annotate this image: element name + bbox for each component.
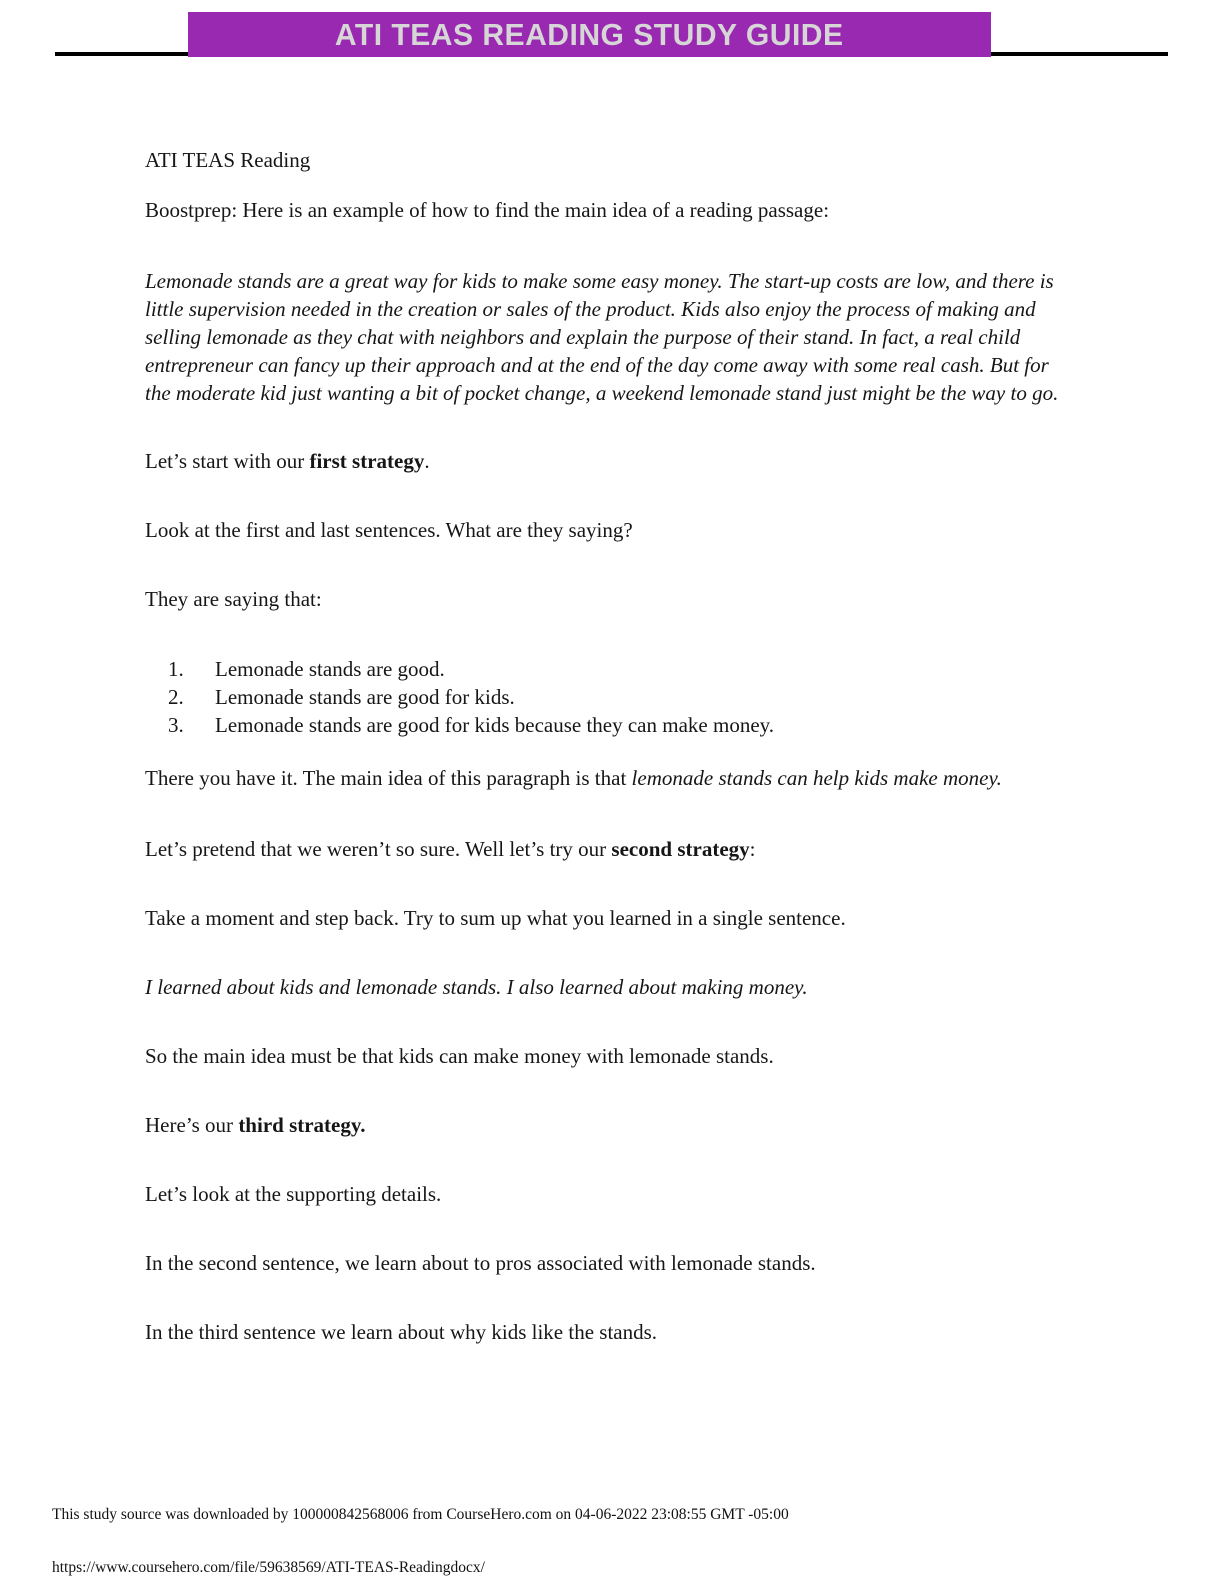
list-item <box>145 655 1065 683</box>
first-strategy-emphasis: first strategy <box>309 449 425 473</box>
title-banner <box>188 12 991 57</box>
take-paragraph: Take a moment and step back. Try to sum up what you learned in a single sentence. <box>145 906 846 930</box>
third-strategy-emphasis: third strategy. <box>238 1113 366 1137</box>
second-strategy-post: : <box>749 837 756 861</box>
list-item <box>145 683 1065 711</box>
list-item-number: 3. <box>168 713 184 737</box>
look-paragraph: Look at the first and last sentences. What are they saying? <box>145 518 633 542</box>
second-strategy-paragraph <box>145 835 1065 863</box>
third-strategy-pre: Here’s our <box>145 1113 239 1137</box>
source-url-link[interactable]: https://www.coursehero.com/file/59638569/ATI-TEAS-Readingdocx/ <box>52 1559 485 1576</box>
list-item <box>145 711 1065 739</box>
list-item-text: Lemonade stands are good. <box>215 657 445 681</box>
conclusion-main-idea: lemonade stands can help kids make money. <box>631 766 1002 790</box>
so-paragraph: So the main idea must be that kids can make money with lemonade stands. <box>145 1044 774 1068</box>
learned-paragraph: I learned about kids and lemonade stands. I also learned about making money. <box>145 975 808 999</box>
intro-paragraph: Boostprep: Here is an example of how to find the main idea of a reading passage: <box>145 198 830 222</box>
second-sentence-paragraph: In the second sentence, we learn about to pros associated with lemonade stands. <box>145 1251 816 1275</box>
third-strategy-paragraph <box>145 1111 1065 1139</box>
conclusion-paragraph <box>145 764 1065 792</box>
supporting-paragraph: Let’s look at the supporting details. <box>145 1182 442 1206</box>
document-body <box>145 146 1065 1387</box>
list-item-number: 2. <box>168 685 184 709</box>
second-strategy-emphasis: second strategy <box>611 837 750 861</box>
first-strategy-pre: Let’s start with our <box>145 449 310 473</box>
list-item-text: Lemonade stands are good for kids. <box>215 685 515 709</box>
list-item-number: 1. <box>168 657 184 681</box>
second-strategy-pre: Let’s pretend that we weren’t so sure. Well let’s try our <box>145 837 612 861</box>
first-strategy-post: . <box>424 449 430 473</box>
list-item-text: Lemonade stands are good for kids because they can make money. <box>215 713 775 737</box>
download-note: This study source was downloaded by 100000842568006 from CourseHero.com on 04-06-2022 23:08:55 GMT -05:00 <box>52 1506 789 1523</box>
first-strategy-paragraph <box>145 447 1065 475</box>
saying-paragraph: They are saying that: <box>145 587 322 611</box>
banner-title: ATI TEAS READING STUDY GUIDE <box>335 16 844 52</box>
passage-paragraph: Lemonade stands are a great way for kids to make some easy money. The start-up costs are low, and there is little supervision needed in the creation or sales of the product. Kids also enjoy the process of making and selling lemonade as they chat with neighbors and explain the purpose of their stand. In fact, a real child entrepreneur can fancy up their approach and at the end of the day come away with some real cash. But for the moderate kid just wanting a bit of pocket change, a weekend lemonade stand just might be the way to go. <box>145 269 1059 405</box>
third-sentence-paragraph: In the third sentence we learn about why kids like the stands. <box>145 1320 658 1344</box>
main-idea-list <box>145 655 1065 739</box>
doc-title: ATI TEAS Reading <box>145 148 311 172</box>
conclusion-pre: There you have it. The main idea of this paragraph is that <box>145 766 632 790</box>
